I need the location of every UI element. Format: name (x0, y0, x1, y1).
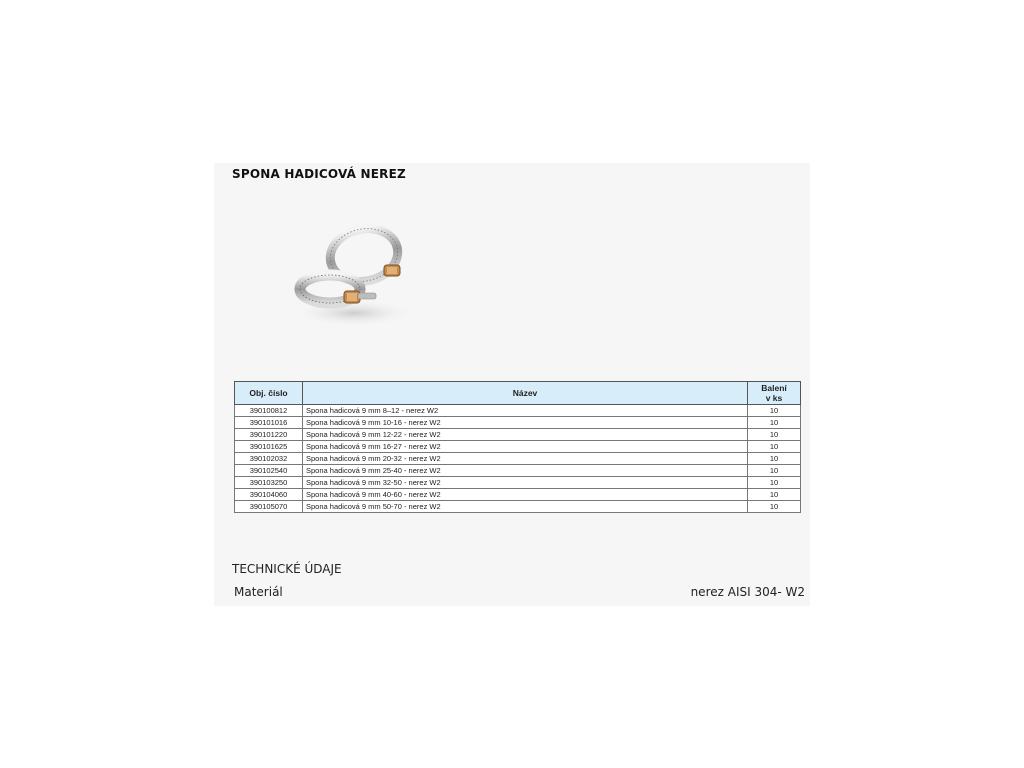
table-row (235, 429, 801, 441)
column-header-qty-line1: Balení (761, 383, 787, 393)
table-cell-code: 390104060 (235, 489, 303, 501)
material-value: nerez AISI 304- W2 (690, 585, 805, 599)
table-row (235, 477, 801, 489)
table-cell-name: Spona hadicová 9 mm 32-50 - nerez W2 (303, 477, 748, 489)
column-header-name: Název (303, 382, 748, 405)
table-cell-name: Spona hadicová 9 mm 10-16 - nerez W2 (303, 417, 748, 429)
table-cell-name: Spona hadicová 9 mm 16-27 - nerez W2 (303, 441, 748, 453)
product-table (234, 381, 801, 513)
table-cell-qty: 10 (748, 453, 801, 465)
material-label: Materiál (234, 585, 283, 599)
table-cell-code: 390101016 (235, 417, 303, 429)
table-cell-qty: 10 (748, 501, 801, 513)
table-header-row (235, 382, 801, 405)
product-panel (214, 163, 810, 606)
table-row (235, 465, 801, 477)
table-row (235, 441, 801, 453)
column-header-qty (748, 382, 801, 405)
table-cell-name: Spona hadicová 9 mm 50-70 - nerez W2 (303, 501, 748, 513)
table-cell-code: 390101625 (235, 441, 303, 453)
table-cell-code: 390100812 (235, 405, 303, 417)
technical-data-heading: TECHNICKÉ ÚDAJE (232, 562, 342, 576)
column-header-code: Obj. číslo (235, 382, 303, 405)
product-title: SPONA HADICOVÁ NEREZ (232, 167, 406, 181)
table-cell-qty: 10 (748, 489, 801, 501)
table-cell-qty: 10 (748, 417, 801, 429)
table-row (235, 489, 801, 501)
table-row (235, 417, 801, 429)
table-cell-qty: 10 (748, 441, 801, 453)
table-cell-qty: 10 (748, 429, 801, 441)
table-cell-name: Spona hadicová 9 mm 40-60 - nerez W2 (303, 489, 748, 501)
table-cell-code: 390102540 (235, 465, 303, 477)
table-row (235, 405, 801, 417)
table-cell-name: Spona hadicová 9 mm 12-22 - nerez W2 (303, 429, 748, 441)
table-row (235, 453, 801, 465)
table-cell-code: 390103250 (235, 477, 303, 489)
table-cell-code: 390105070 (235, 501, 303, 513)
hose-clamp-icon (292, 213, 432, 333)
table-cell-code: 390101220 (235, 429, 303, 441)
table-cell-qty: 10 (748, 405, 801, 417)
table-cell-code: 390102032 (235, 453, 303, 465)
table-cell-name: Spona hadicová 9 mm 8–12 - nerez W2 (303, 405, 748, 417)
table-row (235, 501, 801, 513)
table-cell-qty: 10 (748, 477, 801, 489)
column-header-qty-line2: v ks (765, 393, 783, 403)
table-cell-name: Spona hadicová 9 mm 20-32 - nerez W2 (303, 453, 748, 465)
table-cell-qty: 10 (748, 465, 801, 477)
table-cell-name: Spona hadicová 9 mm 25-40 - nerez W2 (303, 465, 748, 477)
